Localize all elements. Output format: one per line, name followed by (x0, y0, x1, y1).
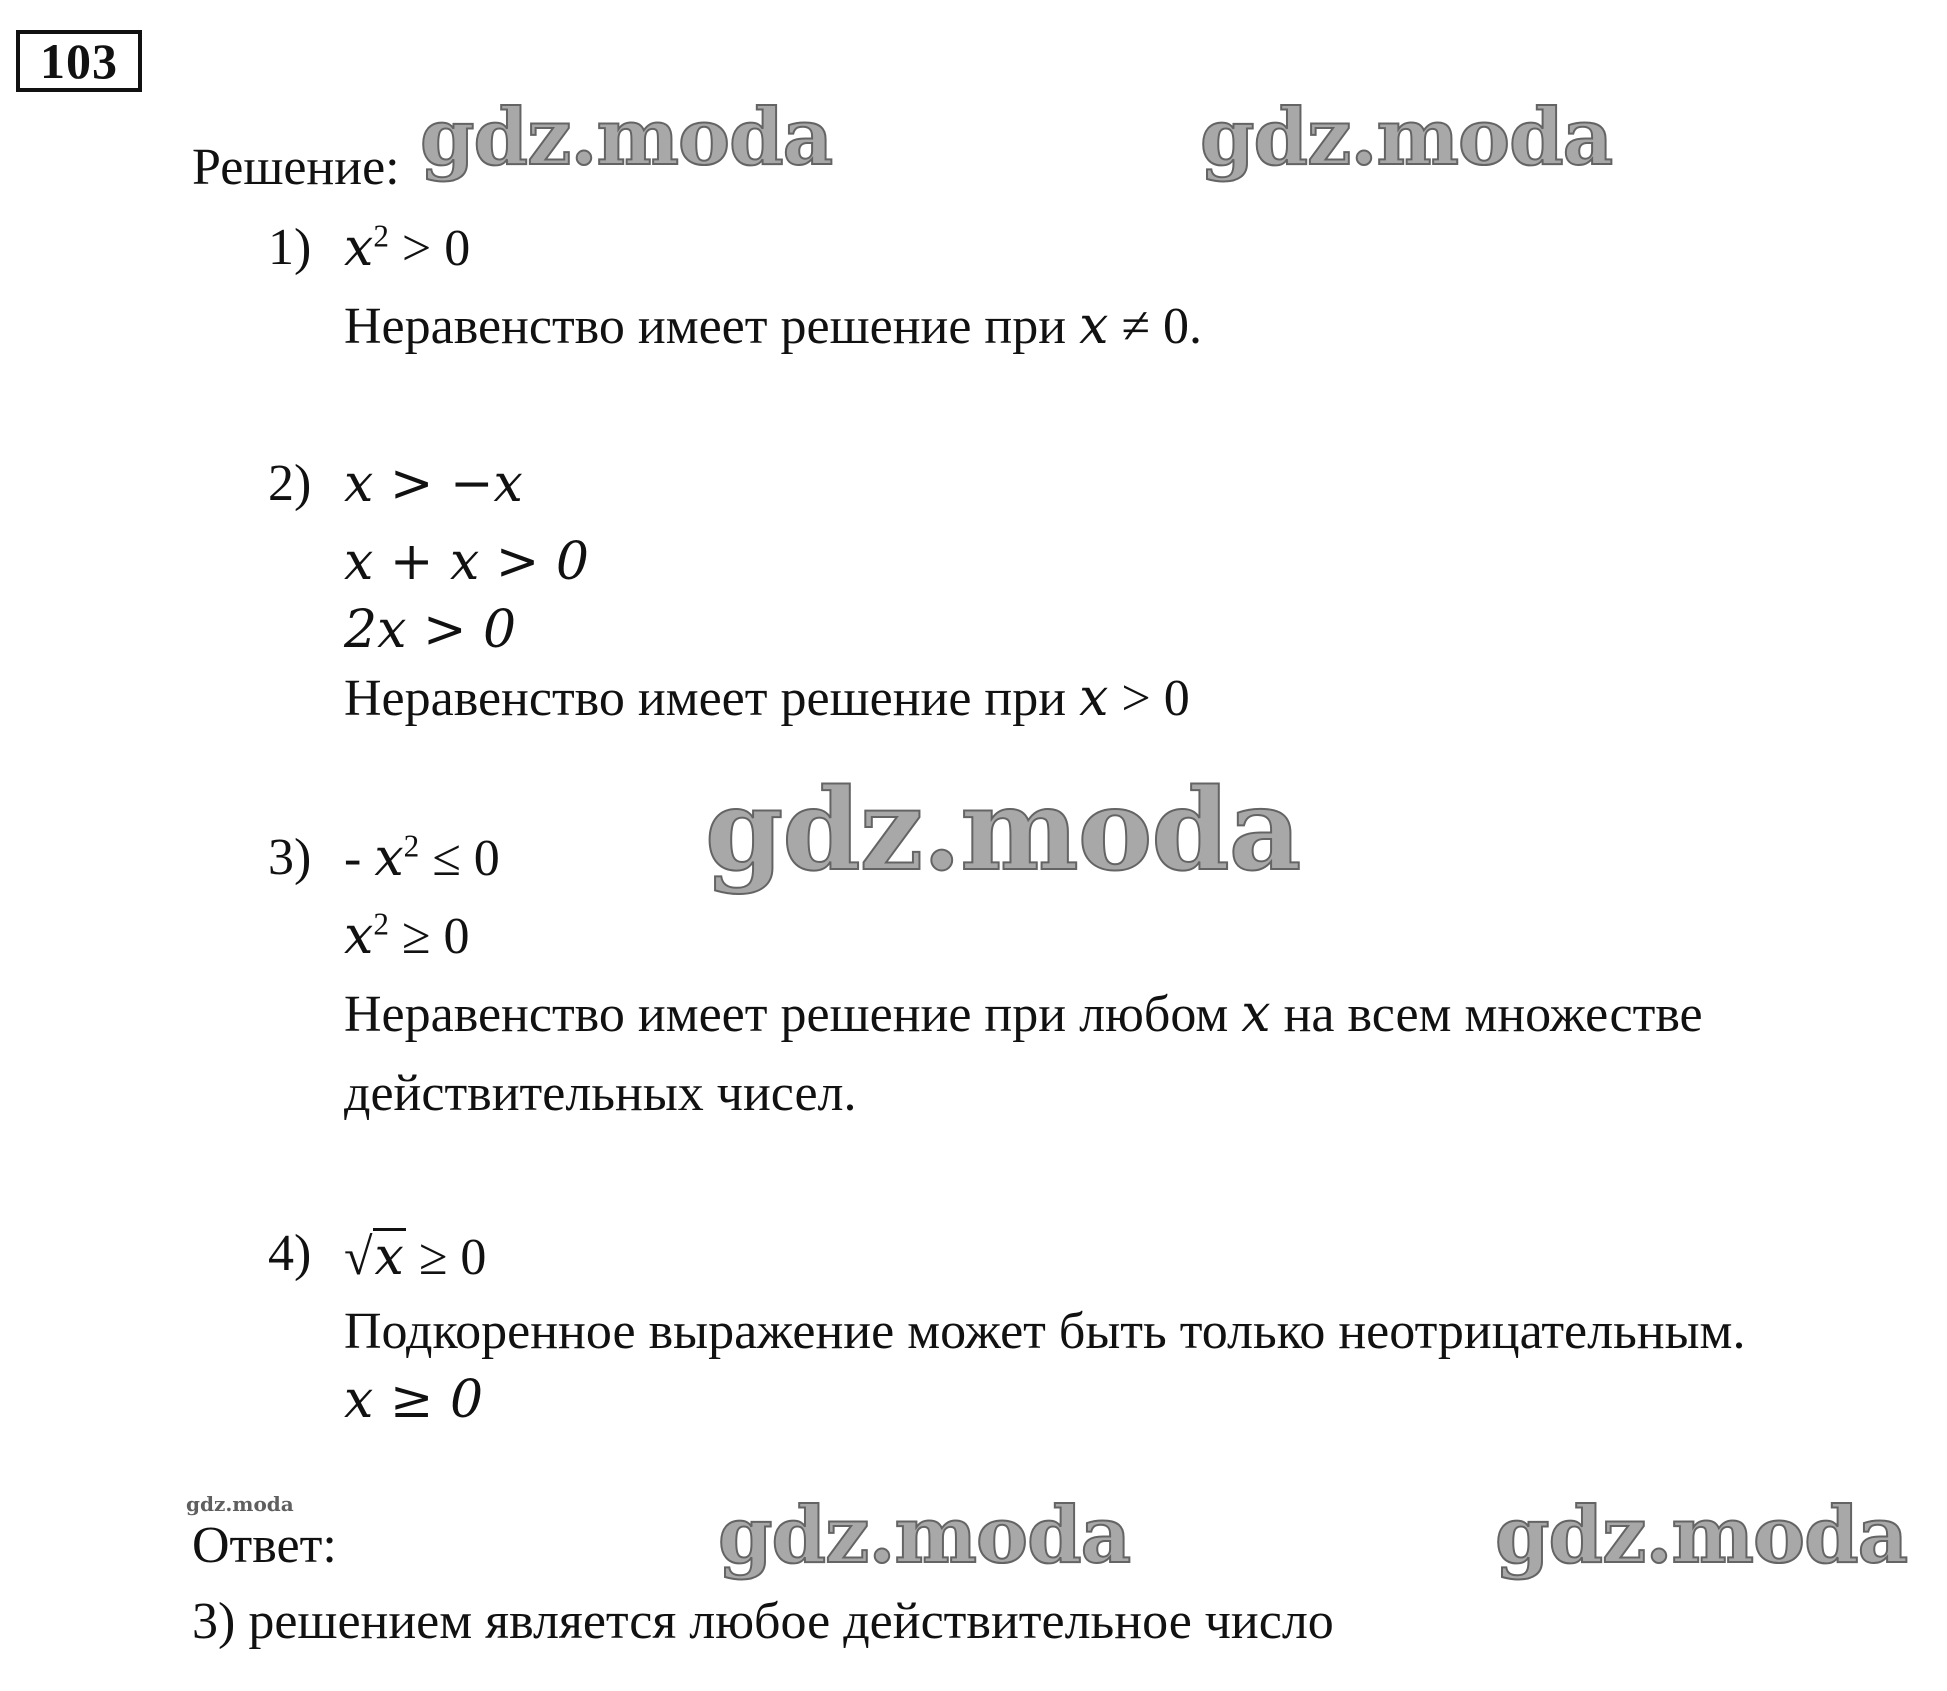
math-prefix: - (344, 830, 375, 887)
exponent: 2 (373, 906, 389, 942)
math-expression (344, 1227, 487, 1287)
watermark: gdz.moda (718, 1490, 1131, 1581)
math-expression (344, 906, 470, 966)
watermark-small: gdz.moda (186, 1492, 294, 1516)
explanation-line: Подкоренное выражение может быть только неотрицательным. (344, 1303, 1746, 1360)
explanation-text: Неравенство имеет решение при (344, 670, 1080, 727)
item-number: 2) (268, 455, 312, 512)
explanation-line: действительных чисел. (344, 1065, 857, 1122)
exponent: 2 (403, 828, 420, 864)
item-number: 1) (268, 219, 312, 276)
exponent: 2 (373, 218, 389, 254)
math-rest: > 0 (1108, 670, 1190, 727)
item-number: 4) (268, 1225, 312, 1282)
math-expression: x + x > 0 (344, 532, 589, 592)
explanation-line (344, 668, 1190, 728)
math-rest: ≥ 0 (388, 908, 470, 965)
math-rest: ≠ 0. (1108, 298, 1202, 355)
math-expression: x ≥ 0 (344, 1370, 484, 1430)
math-expression: 2x > 0 (344, 600, 517, 660)
watermark: gdz.moda (420, 92, 833, 183)
item-number: 3) (268, 829, 312, 886)
math-expression (344, 218, 471, 278)
radical-sign: √ (344, 1229, 373, 1286)
watermark: gdz.moda (1200, 92, 1613, 183)
watermark: gdz.moda (705, 765, 1301, 896)
math-variable: x (344, 218, 374, 278)
watermark: gdz.moda (1495, 1490, 1908, 1581)
radicand: x (374, 1227, 404, 1287)
explanation-text: Неравенство имеет решение при (344, 298, 1080, 355)
math-expression (344, 828, 500, 888)
math-variable: x (1079, 668, 1109, 728)
explanation-line (344, 984, 1703, 1044)
math-rest: на всем множестве (1270, 986, 1703, 1043)
answer-label: Ответ: (192, 1517, 337, 1574)
explanation-line (344, 296, 1202, 356)
math-rest: ≥ 0 (405, 1229, 487, 1286)
math-variable: x (1241, 984, 1271, 1044)
math-rest: ≤ 0 (419, 830, 500, 887)
math-expression: x > −x (344, 454, 523, 514)
math-variable: x (1079, 296, 1109, 356)
answer-text: 3) решением является любое действительное число (192, 1593, 1334, 1650)
math-variable: x (374, 828, 404, 888)
math-rest: > 0 (388, 220, 471, 277)
problem-number: 103 (16, 30, 142, 92)
solution-label: Решение: (192, 139, 400, 196)
explanation-text: Неравенство имеет решение при любом (344, 986, 1242, 1043)
math-variable: x (344, 906, 374, 966)
